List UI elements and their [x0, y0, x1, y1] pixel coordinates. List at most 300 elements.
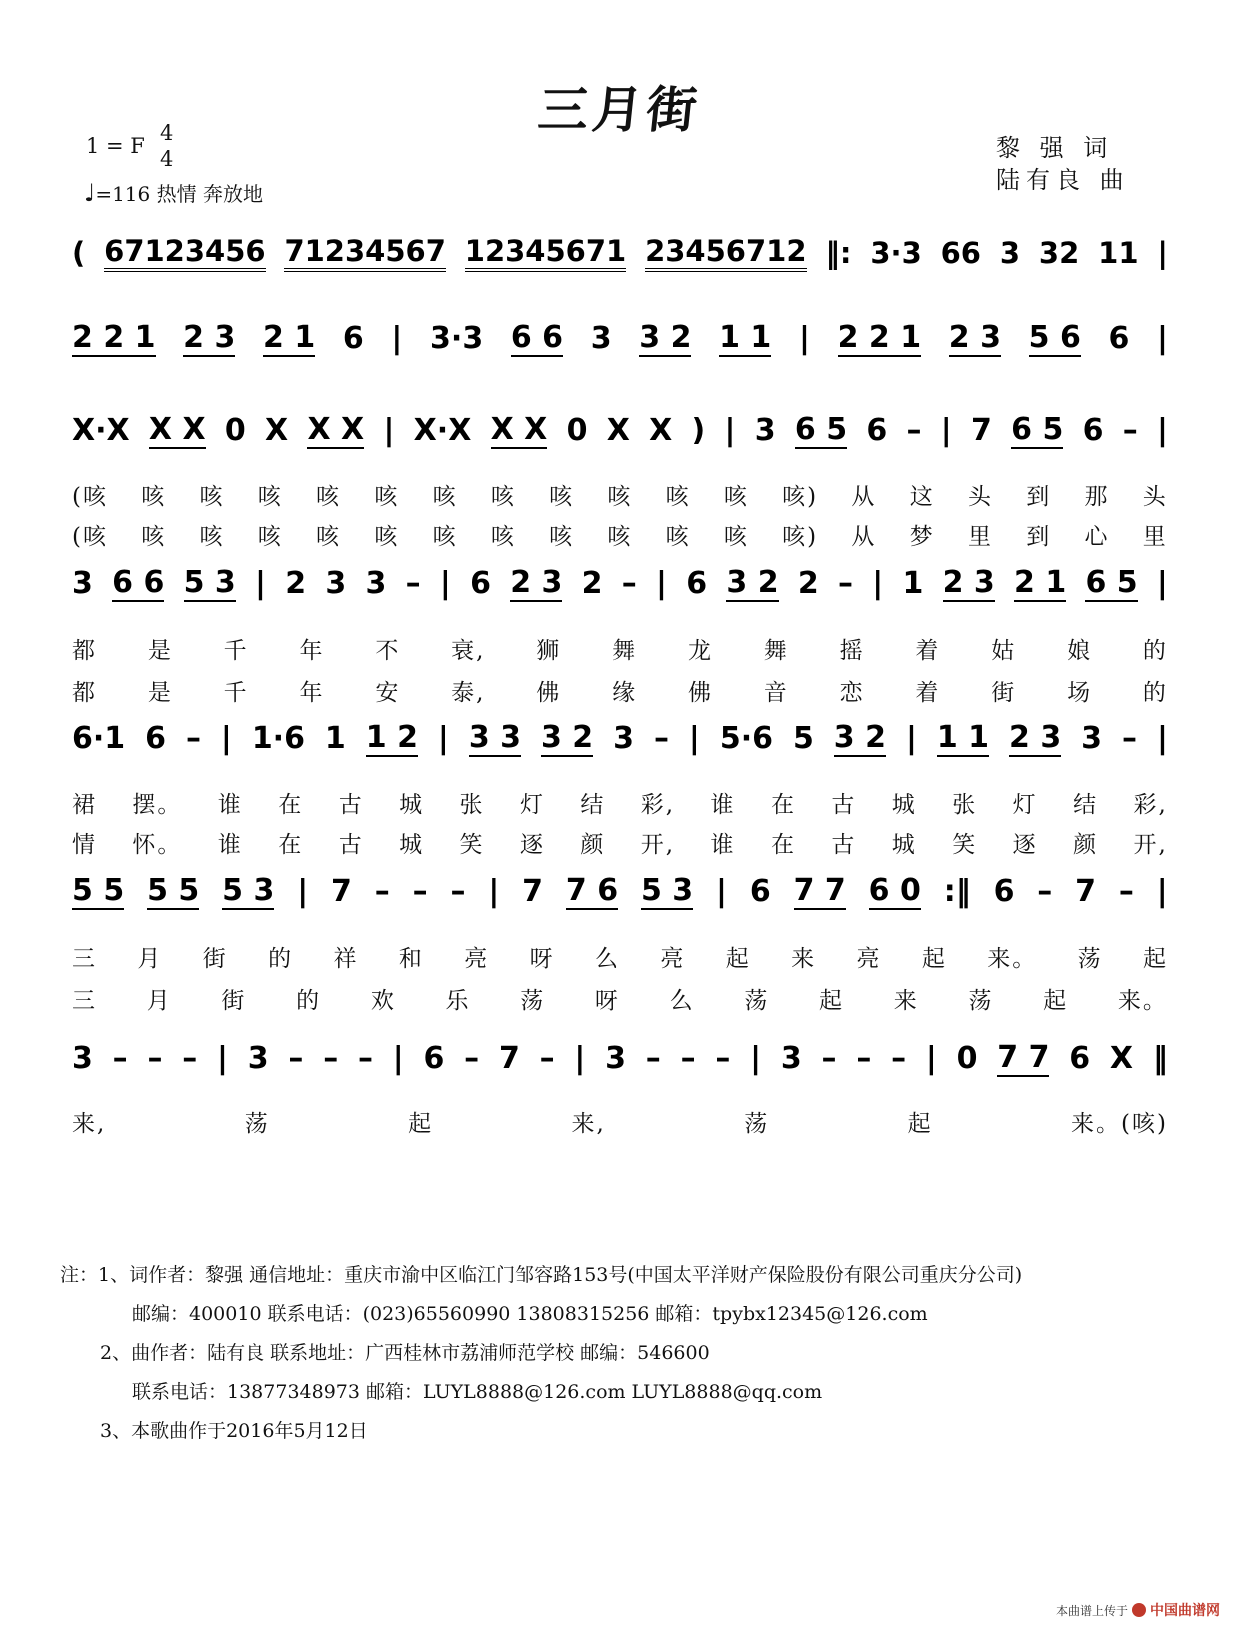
- note-token: |: [688, 721, 700, 756]
- note-token: –: [821, 1041, 837, 1076]
- lyric-char: 谁: [217, 792, 243, 818]
- lyric-char: 摆。: [132, 792, 183, 818]
- note-token: 6: [145, 721, 166, 756]
- lyric-char: 亮: [464, 946, 490, 972]
- note-token: |: [297, 874, 309, 909]
- note-token: |: [255, 566, 266, 601]
- note-1-contact: 邮编：400010 联系电话：(023)65560990 13808315256 邮箱：tpybx12345@126.com: [132, 1303, 928, 1325]
- lyric-char: 结: [1073, 792, 1099, 818]
- lyric-char: 咳: [432, 484, 458, 510]
- lyric-char: 安: [375, 680, 401, 706]
- note-token: |: [392, 1041, 404, 1076]
- note-token: 2 2 1: [837, 320, 922, 355]
- note-token: |: [656, 566, 668, 601]
- lyric-char: 三: [72, 988, 97, 1014]
- quarter-note-icon: ♩: [84, 179, 96, 207]
- note-token: 11: [1098, 236, 1139, 270]
- note-token: 6 5: [1011, 412, 1064, 447]
- lyric-char: (咳: [72, 524, 108, 550]
- lyric-char: 来。(咳): [1070, 1111, 1168, 1137]
- note-token: |: [383, 413, 395, 448]
- tempo-marking: [84, 178, 263, 207]
- note-token: 2 3: [948, 320, 1001, 355]
- lyric-char: 结: [580, 792, 606, 818]
- note-token: |: [220, 721, 232, 756]
- lyric-char: 欢: [370, 988, 396, 1014]
- note-token: |: [437, 721, 449, 756]
- lyric-char: 开,: [1133, 832, 1168, 858]
- lyric-char: 这: [909, 484, 935, 510]
- notation-row-5: [72, 720, 1168, 757]
- lyric-char: 街: [202, 946, 228, 972]
- note-token: |: [217, 1041, 228, 1076]
- upload-footer: [1056, 1600, 1220, 1620]
- note-token: |: [925, 1041, 937, 1076]
- note-token: 3: [325, 566, 347, 601]
- note-token: ‖: [1152, 1041, 1168, 1076]
- note-token: ‖:: [825, 236, 852, 270]
- lyric-char: 在: [278, 832, 304, 858]
- lyric-char: 咳): [782, 524, 819, 550]
- lyric-char: 舞: [612, 638, 638, 664]
- credits: [996, 132, 1130, 196]
- lyric-char: 到: [1026, 484, 1052, 510]
- lyric-char: 娘: [1067, 638, 1093, 664]
- note-3: 3、本歌曲作于2016年5月12日: [100, 1420, 368, 1442]
- lyric-char: 咳: [549, 524, 575, 550]
- note-token: |: [1156, 721, 1168, 756]
- lyric-char: 荡: [1077, 946, 1103, 972]
- note-token: 2 1: [263, 320, 316, 355]
- lyric-char: 起: [819, 988, 845, 1014]
- note-token: –: [323, 1041, 339, 1076]
- lyric-char: 的: [268, 946, 294, 972]
- lyric-char: 情: [72, 832, 97, 858]
- note-token: –: [680, 1041, 696, 1076]
- lyric-char: 那: [1084, 484, 1110, 510]
- lyric-char: 笑: [952, 832, 978, 858]
- lyric-char: 谁: [217, 832, 243, 858]
- note-token: 7 6: [565, 873, 619, 908]
- lyric-char: 亮: [660, 946, 686, 972]
- lyric-char: 咳: [665, 484, 691, 510]
- lyric-line-7: [72, 940, 1168, 973]
- note-token: 7: [971, 413, 992, 448]
- note-token: –: [621, 566, 637, 601]
- lyric-char: 荡: [520, 988, 546, 1014]
- note-token: |: [872, 566, 884, 601]
- lyric-char: 衰,: [451, 638, 486, 664]
- time-signature-bottom: 4: [160, 147, 174, 171]
- lyric-char: 张: [952, 792, 978, 818]
- lyric-char: 谁: [710, 792, 736, 818]
- lyric-char: 月: [137, 946, 163, 972]
- note-token: 2 3: [183, 320, 236, 355]
- note-token: 6: [749, 874, 771, 909]
- note-token: 7: [522, 874, 544, 909]
- note-token: 7: [331, 874, 352, 909]
- lyric-char: 从: [851, 484, 877, 510]
- lyric-char: 着: [915, 680, 941, 706]
- time-signature-top: 4: [160, 121, 174, 145]
- note-token: –: [891, 1041, 907, 1076]
- note-token: 66: [940, 236, 981, 270]
- lyric-char: 姑: [991, 638, 1017, 664]
- note-token: 5: [792, 721, 814, 756]
- lyric-char: 三: [72, 946, 97, 972]
- lyric-char: 咳: [374, 484, 400, 510]
- note-token: –: [837, 566, 853, 601]
- lyric-char: 灯: [519, 792, 545, 818]
- lyric-char: 千: [223, 680, 249, 706]
- note-token: 12345671: [465, 234, 626, 272]
- lyric-char: 里: [1142, 524, 1168, 550]
- note-token: X: [606, 413, 630, 448]
- note-token: 2: [581, 566, 603, 601]
- lyric-char: 音: [763, 680, 789, 706]
- note-token: X·X: [72, 413, 130, 448]
- lyric-line-1: [72, 478, 1168, 511]
- lyric-char: 摇: [839, 638, 865, 664]
- note-token: 3: [72, 1041, 93, 1076]
- lyric-char: 咳: [665, 524, 691, 550]
- note-token: 3·3: [870, 236, 922, 270]
- note-token: X X: [148, 412, 206, 447]
- lyric-char: 呀: [594, 988, 620, 1014]
- lyric-char: 么: [595, 946, 620, 972]
- lyric-char: 着: [915, 638, 941, 664]
- note-token: 1·6: [251, 721, 305, 756]
- lyric-char: 裙: [72, 792, 97, 818]
- lyric-char: 颜: [580, 832, 606, 858]
- note-token: –: [112, 1041, 128, 1076]
- lyric-line-5: [72, 786, 1168, 819]
- lyric-char: 泰,: [451, 680, 486, 706]
- upload-prefix: 本曲谱上传于: [1055, 1603, 1128, 1618]
- note-token: 0: [566, 413, 588, 448]
- note-token: X·X: [413, 413, 472, 448]
- lyric-char: 灯: [1012, 792, 1038, 818]
- lyric-line-4: [72, 674, 1168, 707]
- lyric-char: 城: [891, 832, 917, 858]
- lyric-char: 咳): [782, 484, 819, 510]
- note-token: |: [905, 721, 917, 756]
- note-token: X: [265, 413, 289, 448]
- note-token: 6: [423, 1041, 445, 1076]
- note-token: 2 2 1: [72, 320, 156, 355]
- note-token: |: [391, 321, 403, 356]
- note-token: 3 2: [540, 720, 594, 755]
- lyric-char: 咳: [141, 484, 167, 510]
- lyric-char: 咳: [490, 484, 516, 510]
- lyric-char: 咳: [607, 484, 633, 510]
- note-token: 7: [498, 1041, 520, 1076]
- note-token: 2: [797, 566, 819, 601]
- note-token: 71234567: [284, 234, 445, 272]
- note-token: 6: [342, 321, 364, 356]
- note-token: X X: [490, 412, 548, 447]
- note-token: 5 3: [183, 565, 236, 600]
- lyric-char: 开,: [640, 832, 676, 858]
- lyric-char: 咳: [316, 524, 342, 550]
- lyric-char: 来: [791, 946, 817, 972]
- lyric-char: 的: [1142, 680, 1168, 706]
- lyric-char: 狮: [536, 638, 562, 664]
- lyric-char: 咳: [257, 524, 283, 550]
- note-token: –: [715, 1041, 731, 1076]
- tempo-text: =116 热情 奔放地: [95, 182, 263, 206]
- note-token: 1: [324, 721, 346, 756]
- lyric-char: 里: [967, 524, 993, 550]
- lyric-char: 咳: [723, 484, 749, 510]
- lyric-char: 古: [338, 832, 364, 858]
- note-token: 1: [902, 566, 924, 601]
- lyric-char: 在: [770, 832, 796, 858]
- lyric-char: 咳: [549, 484, 575, 510]
- note-token: 5 6: [1028, 320, 1081, 355]
- note-token: 5 3: [640, 873, 694, 908]
- note-token: 6: [1069, 1041, 1091, 1076]
- note-token: –: [906, 413, 922, 448]
- note-token: 23456712: [645, 234, 806, 272]
- note-token: 3: [247, 1041, 269, 1076]
- notation-row-7: [72, 1040, 1168, 1077]
- note-token: 5 5: [147, 873, 200, 908]
- note-token: 6 6: [510, 320, 564, 355]
- note-token: 3: [365, 566, 387, 601]
- lyric-char: 古: [831, 832, 857, 858]
- note-token: (: [72, 236, 86, 270]
- note-token: 3: [605, 1041, 626, 1076]
- note-token: 3 2: [639, 320, 692, 355]
- note-token: 6 6: [112, 565, 165, 600]
- note-token: –: [147, 1041, 163, 1076]
- note-token: ): [691, 413, 706, 448]
- lyric-char: 张: [459, 792, 485, 818]
- lyric-char: 来。: [1117, 988, 1168, 1014]
- note-token: X X: [307, 412, 365, 447]
- lyric-line-9: [72, 1105, 1168, 1138]
- note-token: 7 7: [997, 1040, 1050, 1075]
- composer: 陆有良 曲: [996, 166, 1130, 194]
- note-token: 2 3: [510, 565, 563, 600]
- site-logo-icon: [1132, 1603, 1146, 1617]
- note-token: 1 1: [936, 720, 990, 755]
- note-token: 3: [72, 566, 93, 601]
- lyric-char: 是: [147, 680, 173, 706]
- lyric-line-8: [72, 982, 1168, 1015]
- lyric-char: 怀。: [132, 832, 183, 858]
- note-token: :‖: [943, 874, 971, 909]
- lyric-char: 荡: [744, 988, 770, 1014]
- note-token: |: [1157, 413, 1168, 448]
- note-token: 1 2: [365, 720, 418, 755]
- note-token: 32: [1038, 236, 1080, 270]
- note-token: 6 5: [1085, 565, 1138, 600]
- lyric-line-2: [72, 518, 1168, 551]
- note-token: 6: [686, 566, 708, 601]
- note-token: 1 1: [719, 320, 772, 355]
- note-2-contact: 联系电话：13877348973 邮箱：LUYL8888@126.com LUYL8888@qq.com: [132, 1381, 823, 1403]
- lyric-char: 古: [338, 792, 364, 818]
- note-token: 3: [613, 721, 635, 756]
- note-token: 2 3: [942, 565, 995, 600]
- lyric-char: 咳: [257, 484, 283, 510]
- note-token: |: [574, 1041, 586, 1076]
- lyric-char: 彩,: [640, 792, 676, 818]
- note-token: |: [1157, 321, 1168, 356]
- note-token: |: [1156, 874, 1168, 909]
- lyric-char: 年: [299, 680, 325, 706]
- note-token: X: [649, 413, 673, 448]
- notation-row-4: [72, 565, 1168, 602]
- lyric-char: 咳: [141, 524, 167, 550]
- lyric-char: 街: [221, 988, 247, 1014]
- lyric-char: 咳: [607, 524, 633, 550]
- notation-row-1: [72, 234, 1168, 272]
- lyric-char: 从: [851, 524, 877, 550]
- note-token: 3: [754, 413, 776, 448]
- note-token: 2 1: [1014, 565, 1067, 600]
- note-token: 6: [470, 566, 491, 601]
- notation-row-6: [72, 873, 1168, 910]
- lyric-char: 起: [921, 946, 947, 972]
- note-token: –: [288, 1041, 304, 1076]
- note-token: –: [1118, 874, 1134, 909]
- lyric-char: 呀: [529, 946, 555, 972]
- lyric-char: 荡: [968, 988, 994, 1014]
- lyric-char: 起: [725, 946, 751, 972]
- note-token: 3·3: [430, 321, 484, 356]
- lyric-char: 城: [399, 792, 425, 818]
- lyric-char: (咳: [72, 484, 108, 510]
- lyric-char: 场: [1067, 680, 1093, 706]
- lyric-char: 年: [299, 638, 325, 664]
- note-token: 6·1: [72, 721, 126, 756]
- note-token: 2: [285, 566, 307, 601]
- note-token: 3 2: [726, 565, 779, 600]
- note-token: 3: [1081, 721, 1103, 756]
- lyric-char: 来。: [987, 946, 1038, 972]
- lyric-char: 舞: [763, 638, 789, 664]
- lyric-char: 咳: [199, 524, 225, 550]
- lyric-char: 荡: [244, 1111, 270, 1137]
- lyric-char: 都: [72, 680, 97, 706]
- note-token: |: [1156, 566, 1168, 601]
- time-signature: [160, 120, 173, 172]
- note-token: 0: [224, 413, 246, 448]
- note-token: –: [856, 1041, 872, 1076]
- lyric-line-3: [72, 632, 1168, 665]
- note-token: –: [374, 874, 390, 909]
- note-token: |: [724, 413, 736, 448]
- lyric-char: 谁: [710, 832, 736, 858]
- site-brand: 中国曲谱网: [1150, 1603, 1220, 1619]
- lyric-char: 颜: [1073, 832, 1099, 858]
- lyric-char: 咳: [490, 524, 516, 550]
- note-token: |: [488, 874, 500, 909]
- lyric-char: 起: [408, 1111, 434, 1137]
- note-token: 5 5: [72, 873, 125, 908]
- lyric-char: 逐: [1012, 832, 1038, 858]
- note-2: 2、曲作者：陆有良 联系地址：广西桂林市荔浦师范学校 邮编：546600: [100, 1342, 710, 1364]
- note-token: 3 2: [833, 720, 886, 755]
- note-token: 3: [999, 236, 1021, 270]
- lyric-char: 梦: [909, 524, 935, 550]
- note-token: –: [1122, 413, 1138, 448]
- lyric-char: 月: [146, 988, 172, 1014]
- lyric-char: 逐: [519, 832, 545, 858]
- note-token: 6 5: [794, 412, 848, 447]
- note-token: 6: [1108, 321, 1130, 356]
- lyric-char: 城: [891, 792, 917, 818]
- note-token: –: [653, 721, 669, 756]
- note-1: 注：1、词作者：黎强 通信地址：重庆市渝中区临江门邹容路153号(中国太平洋财产保险股份有限公司重庆分公司): [60, 1264, 1023, 1286]
- key-signature: 1 = F: [86, 134, 145, 158]
- note-token: 7 7: [793, 873, 846, 908]
- note-token: –: [539, 1041, 555, 1076]
- lyric-char: 城: [399, 832, 425, 858]
- note-token: 7: [1075, 874, 1097, 909]
- lyric-char: 恋: [839, 680, 865, 706]
- lyric-char: 缘: [612, 680, 638, 706]
- lyric-char: 在: [770, 792, 796, 818]
- note-token: –: [645, 1041, 661, 1076]
- lyric-char: 起: [907, 1111, 933, 1137]
- lyric-char: 到: [1026, 524, 1052, 550]
- lyric-char: 都: [72, 638, 97, 664]
- note-token: 6: [993, 874, 1015, 909]
- note-token: |: [1157, 236, 1168, 270]
- lyric-char: 佛: [687, 680, 713, 706]
- note-token: 3: [780, 1041, 802, 1076]
- note-token: |: [439, 566, 451, 601]
- lyric-char: 头: [967, 484, 993, 510]
- lyric-char: 街: [991, 680, 1017, 706]
- notation-row-2: [72, 320, 1168, 357]
- note-token: 3 3: [468, 720, 522, 755]
- lyric-char: 不: [375, 638, 401, 664]
- lyric-char: 祥: [333, 946, 359, 972]
- lyric-char: 和: [398, 946, 424, 972]
- lyric-char: 咳: [723, 524, 749, 550]
- lyric-char: 头: [1142, 484, 1168, 510]
- lyric-char: 是: [147, 638, 173, 664]
- note-token: |: [798, 321, 810, 356]
- lyric-char: 在: [278, 792, 304, 818]
- lyric-char: 乐: [445, 988, 471, 1014]
- note-token: –: [1037, 874, 1053, 909]
- lyric-char: 来,: [72, 1111, 107, 1137]
- notation-row-3: [72, 412, 1168, 449]
- note-token: 6 0: [868, 873, 921, 908]
- lyric-char: 心: [1084, 524, 1110, 550]
- note-token: –: [185, 721, 201, 756]
- lyricist: 黎 强 词: [996, 134, 1114, 162]
- note-token: |: [750, 1041, 762, 1076]
- note-token: 5 3: [222, 873, 275, 908]
- note-token: 67123456: [104, 234, 265, 272]
- note-token: 6: [866, 413, 888, 448]
- note-token: –: [412, 874, 428, 909]
- lyric-char: 咳: [316, 484, 342, 510]
- note-token: –: [450, 874, 466, 909]
- lyric-char: 的: [296, 988, 322, 1014]
- lyric-char: 荡: [744, 1111, 770, 1137]
- lyric-char: 笑: [459, 832, 485, 858]
- lyric-char: 咳: [374, 524, 400, 550]
- lyric-char: 么: [669, 988, 695, 1014]
